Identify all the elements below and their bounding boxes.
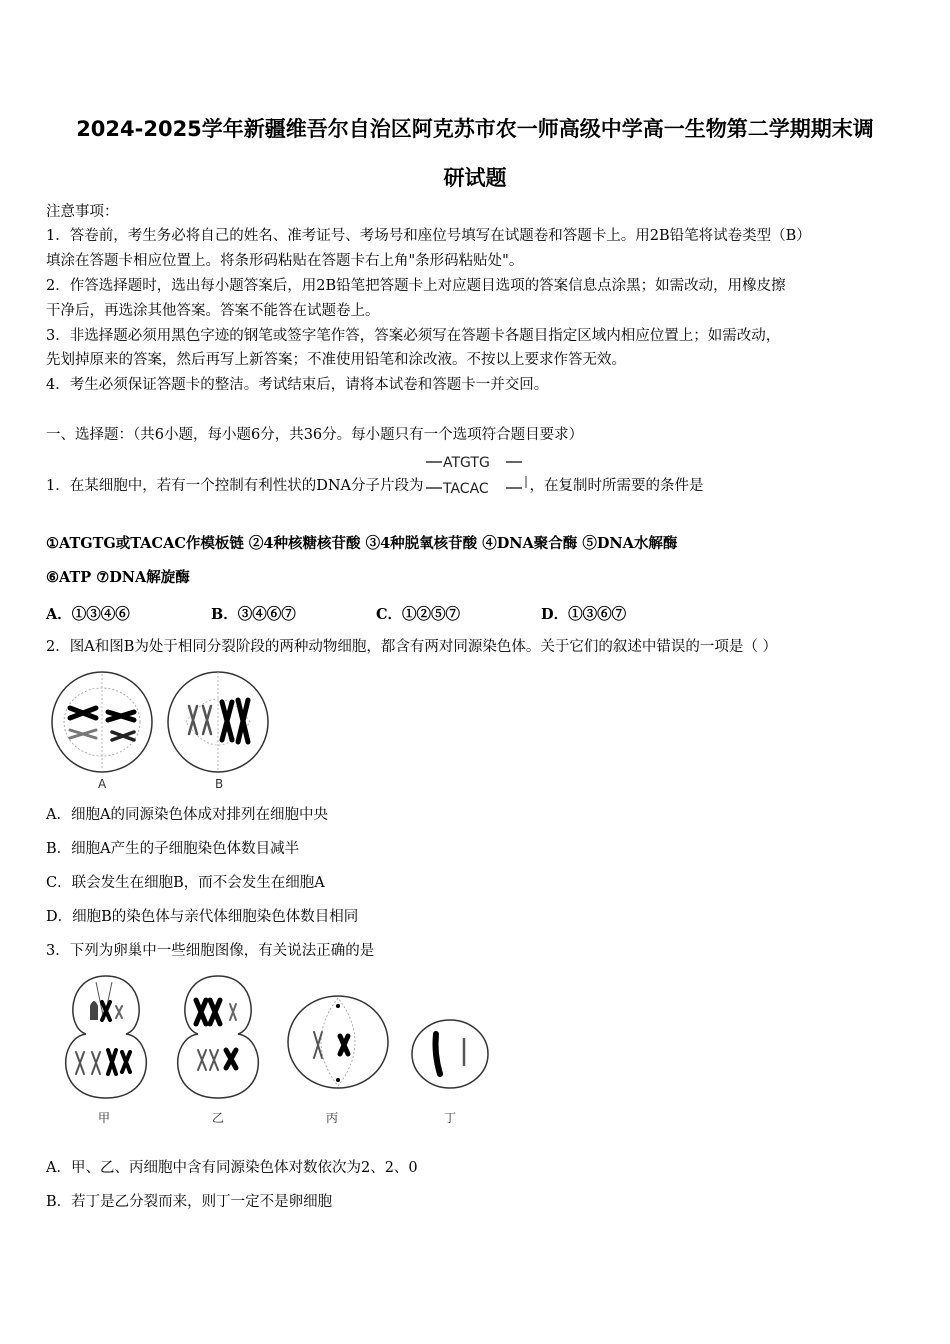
q2-option-c[interactable]: C．联会发生在细胞B，而不会发生在细胞A bbox=[46, 875, 325, 891]
q3-stem: 3．下列为卵巢中一些细胞图像，有关说法正确的是 bbox=[46, 943, 375, 959]
q3-option-a[interactable]: A．甲、乙、丙细胞中含有同源染色体对数依次为2、2、0 bbox=[46, 1160, 418, 1176]
q1-option-b[interactable]: B．③④⑥⑦ bbox=[211, 606, 296, 623]
exam-title-line1: 2024-2025学年新疆维吾尔自治区阿克苏市农一师高级中学高一生物第二学期期末调 bbox=[76, 117, 874, 141]
section-heading: 一、选择题：（共6小题，每小题6分，共36分。每小题只有一个选项符合题目要求） bbox=[46, 427, 584, 443]
fig-label-b: B bbox=[215, 777, 224, 791]
dna-strand-figure bbox=[424, 455, 530, 498]
notice-line: 干净后，再选涂其他答案。答案不能答在试题卷上。 bbox=[46, 303, 380, 319]
strand-bottom: TACAC bbox=[442, 481, 489, 497]
q1-option-a[interactable]: A．①③④⑥ bbox=[46, 606, 130, 623]
q1-stem-after: ，在复制时所需要的条件是 bbox=[529, 478, 704, 494]
strand-top: ATGTG bbox=[442, 455, 490, 471]
fig-label-a: A bbox=[98, 777, 107, 791]
fig-label-yi: 乙 bbox=[212, 1111, 225, 1125]
fig-label-bing: 丙 bbox=[326, 1111, 339, 1125]
notice-line: 填涂在答题卡相应位置上。将条形码粘贴在答题卡右上角"条形码粘贴处"。 bbox=[46, 253, 524, 269]
notice-heading: 注意事项： bbox=[46, 204, 119, 220]
q2-option-d[interactable]: D．细胞B的染色体与亲代体细胞染色体数目相同 bbox=[46, 909, 359, 925]
q3-cell-figure bbox=[46, 970, 496, 1130]
q1-stem-before: 1．在某细胞中，若有一个控制有利性状的DNA分子片段为 bbox=[46, 478, 424, 494]
fig-label-ding: 丁 bbox=[444, 1111, 457, 1125]
q2-option-b[interactable]: B．细胞A产生的子细胞染色体数目减半 bbox=[46, 841, 300, 857]
q1-option-c[interactable]: C．①②⑤⑦ bbox=[376, 606, 461, 623]
notice-line: 3．非选择题必须用黑色字迹的钢笔或签字笔作答，答案必须写在答题卡各题目指定区域内相应位置上；如需改动， bbox=[46, 328, 781, 344]
q1-options bbox=[46, 603, 706, 624]
q1-stem bbox=[46, 455, 906, 498]
q3-option-b[interactable]: B．若丁是乙分裂而来，则丁一定不是卵细胞 bbox=[46, 1194, 333, 1210]
q2-stem: 2．图A和图B为处于相同分裂阶段的两种动物细胞，都含有两对同源染色体。关于它们的叙述中错误的一项是（ ） bbox=[46, 639, 777, 655]
notice-line: 先划掉原来的答案，然后再写上新答案；不准使用铅笔和涂改液。不按以上要求作答无效。 bbox=[46, 352, 626, 368]
q2-option-a[interactable]: A．细胞A的同源染色体成对排列在细胞中央 bbox=[46, 807, 328, 823]
notice-line: 2．作答选择题时，选出每小题答案后，用2B铅笔把答题卡上对应题目选项的答案信息点涂黑；如需改动，用橡皮擦 bbox=[46, 278, 786, 294]
q1-conditions: ⑥ATP ⑦DNA解旋酶 bbox=[46, 569, 190, 586]
fig-label-jia: 甲 bbox=[98, 1111, 111, 1125]
q2-cell-figure bbox=[46, 666, 276, 794]
q1-conditions: ①ATGTG或TACAC作模板链 ②4种核糖核苷酸 ③4种脱氧核苷酸 ④DNA聚合酶 ⑤DNA水解酶 bbox=[46, 535, 678, 552]
notice-line: 4．考生必须保证答题卡的整洁。考试结束后，请将本试卷和答题卡一并交回。 bbox=[46, 377, 549, 393]
notice-line: 1．答卷前，考生务必将自己的姓名、准考证号、考场号和座位号填写在试题卷和答题卡上。用2B铅笔将试卷类型（B） bbox=[46, 228, 811, 244]
q1-option-d[interactable]: D．①③⑥⑦ bbox=[541, 606, 627, 623]
exam-title-line2: 研试题 bbox=[443, 166, 507, 190]
